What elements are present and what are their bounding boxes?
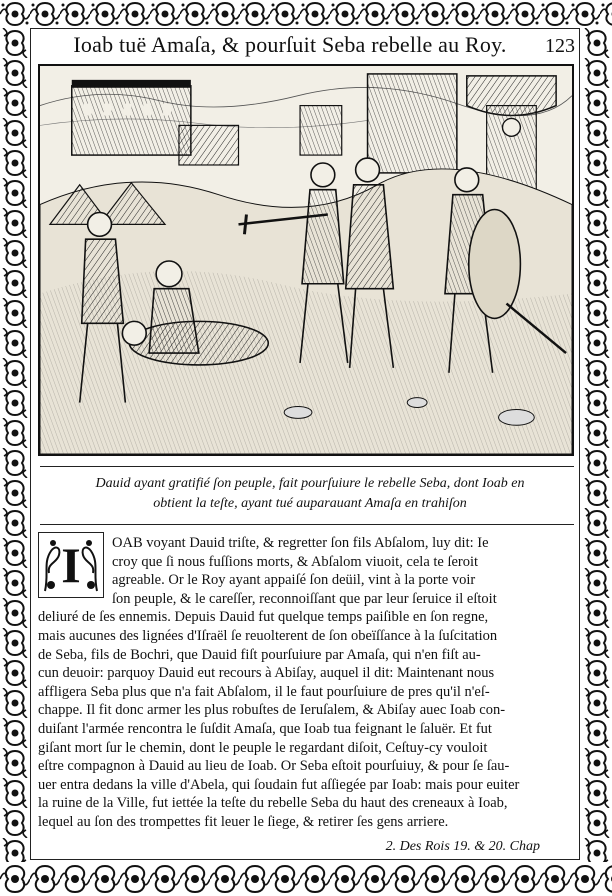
body-line: de Seba, fils de Bochri, que Dauid fiſt pourſuiure par Amaſa, qui n'en fiſt au- bbox=[38, 646, 481, 663]
illustration-caption bbox=[60, 474, 560, 514]
body-line: mais aucunes des lignées d'Iſraël ſe reuolterent de ſon obeïſſance à la ſuſcitation bbox=[38, 628, 498, 644]
body-line: chappe. Il fit donc armer les plus robuſtes de Ieruſalem, & Abiſay auec Ioab con- bbox=[38, 702, 506, 719]
engraving-icon bbox=[40, 66, 572, 454]
body-line: deliuré de ſes ennemis. Depuis Dauid fut quelque temps paiſible en ſon regne, bbox=[38, 609, 489, 626]
body-line: uer entra dedans la ville d'Abela, qui ſoudain fut aſſiegée par Ioab: mais pour euiter bbox=[38, 776, 520, 793]
initial-letter: I bbox=[61, 537, 81, 593]
body-line: lequel au ſon des trompettes fit leuer le ſiege, & retirer ſes gens arriere. bbox=[38, 814, 449, 830]
body-line: affligera Seba plus que n'a fait Abſalom, il le faut pourſuiure de pres qu'il n'eſ- bbox=[38, 683, 490, 700]
body-line: agreable. Or le Roy ayant appaiſé ſon deüil, vint à la porte voir bbox=[112, 572, 476, 589]
body-line: giſant mort ſur le chemin, dont le peuple le regardant diſoit, Ceſtuy-cy vouloit bbox=[38, 739, 488, 756]
body-line: OAB voyant Dauid triſte, & regretter ſon fils Abſalom, luy dit: Ie bbox=[112, 535, 489, 551]
body-line: croy que ſi nous fuſſions morts, & Abſalom viuoit, cela te ſeroit bbox=[112, 553, 479, 570]
divider bbox=[40, 524, 574, 525]
decorative-border-right bbox=[582, 28, 612, 862]
body-line: cun deuoir: parquoy Dauid eut recours à Abiſay, auquel il dit: Maintenant nous bbox=[38, 665, 495, 682]
body-line: duiſant l'armée rencontra le ſuſdit Amaſa, que Ioab tua feignant le ſaluër. Et fut bbox=[38, 721, 492, 737]
decorated-initial bbox=[38, 532, 104, 598]
caption-line: obtient la teſte, ayant tué auparauant Amaſa en trahiſon bbox=[153, 496, 467, 511]
body-line: eſtre compagnon à Dauid au lieu de Ioab. Or Seba eſtoit pourſuiuy, & pour ſe ſau- bbox=[38, 758, 510, 775]
chapter-reference: 2. Des Rois 19. & 20. Chap bbox=[385, 839, 540, 854]
decorative-border-bottom bbox=[0, 862, 612, 896]
woodcut-illustration bbox=[38, 64, 574, 456]
decorative-border-left bbox=[0, 28, 30, 862]
body-line: ſon peuple, & le careſſer, reconnoiſſant que par leur ſeruice il eſtoit bbox=[112, 590, 497, 607]
decorative-border-top bbox=[0, 0, 612, 28]
page-title: Ioab tuë Amaſa, & pourſuit Seba rebelle au Roy. bbox=[73, 32, 507, 57]
body-line: la ruine de la Ville, fut iettée la teſte du rebelle Seba du haut des creneaux à Ioab, bbox=[38, 795, 508, 812]
page-number: 123 bbox=[545, 35, 575, 57]
divider bbox=[40, 466, 574, 467]
caption-line: Dauid ayant gratifié ſon peuple, fait pourſuiure le rebelle Seba, dont Ioab en bbox=[95, 476, 525, 491]
